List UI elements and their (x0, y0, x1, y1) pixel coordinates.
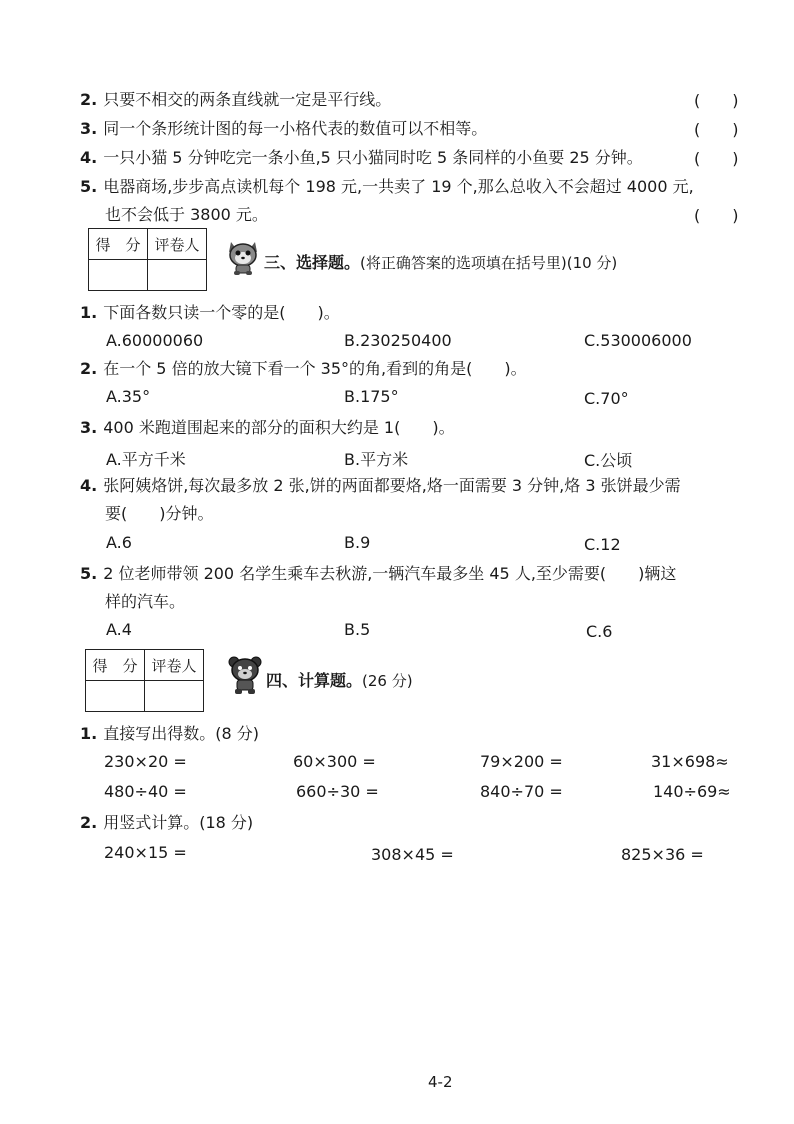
score-cell[interactable] (89, 260, 148, 291)
calc-expression: 60×300 = (293, 752, 376, 771)
grader-cell[interactable] (148, 260, 207, 291)
calc-expression: 825×36 = (621, 845, 704, 864)
judge-item-2: 2. 只要不相交的两条直线就一定是平行线。 (80, 90, 392, 109)
calc-expression: 240×15 = (104, 843, 187, 862)
calc-q2: 2. 用竖式计算。(18 分) (80, 813, 254, 832)
option-b[interactable]: B.平方米 (344, 450, 409, 469)
answer-paren[interactable]: ( ) (694, 91, 739, 110)
score-table: 得 分 评卷人 (85, 649, 204, 712)
section-3-heading: 三、选择题。(将正确答案的选项填在括号里)(10 分) (264, 253, 618, 272)
calc-expression: 308×45 = (371, 845, 454, 864)
score-table: 得 分 评卷人 (88, 228, 207, 291)
option-c[interactable]: C.公顷 (584, 451, 633, 470)
calc-expression: 140÷69≈ (653, 782, 731, 801)
option-a[interactable]: A.平方千米 (106, 450, 186, 469)
option-c[interactable]: C.70° (584, 389, 629, 408)
option-a[interactable]: A.6 (106, 533, 132, 552)
calc-expression: 79×200 = (480, 752, 563, 771)
option-b[interactable]: B.9 (344, 533, 371, 552)
page-number: 4-2 (428, 1073, 453, 1091)
section-4-heading: 四、计算题。(26 分) (266, 671, 413, 690)
vertical-calc-work-area[interactable] (104, 880, 704, 1050)
cat-mascot-icon (224, 238, 262, 276)
judge-item-4: 4. 一只小猫 5 分钟吃完一条小鱼,5 只小猫同时吃 5 条同样的小鱼要 25 分钟。 (80, 148, 643, 167)
option-c[interactable]: C.6 (586, 622, 613, 641)
option-a[interactable]: A.60000060 (106, 331, 204, 350)
calc-expression: 840÷70 = (480, 782, 563, 801)
choice-q5: 5. 2 位老师带领 200 名学生乘车去秋游,一辆汽车最多坐 45 人,至少需要( )辆这 (80, 564, 677, 583)
choice-q5-line2: 样的汽车。 (105, 592, 186, 611)
answer-paren[interactable]: ( ) (694, 206, 739, 225)
answer-paren[interactable]: ( ) (694, 120, 739, 139)
grader-cell[interactable] (145, 681, 204, 712)
choice-q4-line2: 要( )分钟。 (105, 504, 214, 523)
calc-expression: 230×20 = (104, 752, 187, 771)
answer-paren[interactable]: ( ) (694, 149, 739, 168)
judge-item-5: 5. 电器商场,步步高点读机每个 198 元,一共卖了 19 个,那么总收入不会超过 4000 元, (80, 177, 694, 196)
choice-q2: 2. 在一个 5 倍的放大镜下看一个 35°的角,看到的角是( )。 (80, 359, 527, 378)
calc-expression: 480÷40 = (104, 782, 187, 801)
calc-expression: 660÷30 = (296, 782, 379, 801)
option-a[interactable]: A.35° (106, 387, 151, 406)
bear-mascot-icon (226, 655, 264, 695)
score-cell[interactable] (86, 681, 145, 712)
choice-q3: 3. 400 米跑道围起来的部分的面积大约是 1( )。 (80, 418, 455, 437)
judge-item-3: 3. 同一个条形统计图的每一小格代表的数值可以不相等。 (80, 119, 488, 138)
calc-expression: 31×698≈ (651, 752, 729, 771)
option-b[interactable]: B.175° (344, 387, 399, 406)
option-b[interactable]: B.230250400 (344, 331, 452, 350)
choice-q1: 1. 下面各数只读一个零的是( )。 (80, 303, 340, 322)
calc-q1: 1. 直接写出得数。(8 分) (80, 724, 259, 743)
judge-item-5-line2: 也不会低于 3800 元。 (105, 205, 268, 224)
option-a[interactable]: A.4 (106, 620, 132, 639)
option-b[interactable]: B.5 (344, 620, 371, 639)
option-c[interactable]: C.530006000 (584, 331, 692, 350)
choice-q4: 4. 张阿姨烙饼,每次最多放 2 张,饼的两面都要烙,烙一面需要 3 分钟,烙 3 张饼最少需 (80, 476, 681, 495)
option-c[interactable]: C.12 (584, 535, 621, 554)
